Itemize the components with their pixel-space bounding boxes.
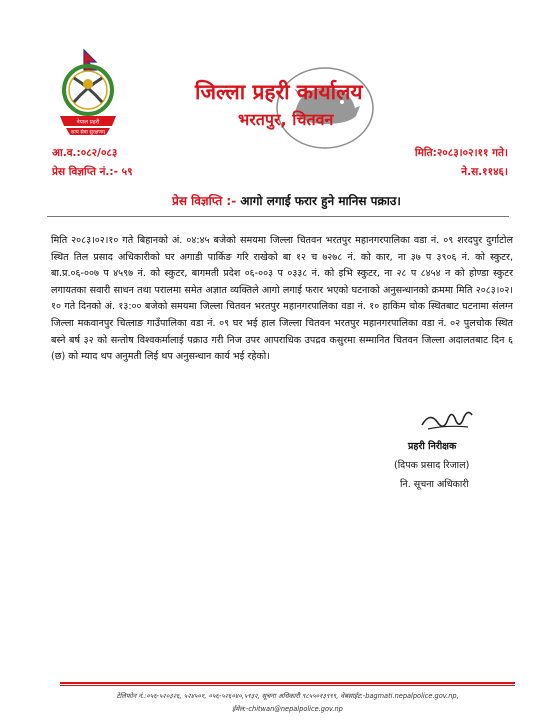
- press-release-body: मिति २०८३।०२।१० गते बिहानको अं. ०४:४५ बजेको समयमा जिल्ला चितवन भरतपुर महानगरपालिका वडा नं. ०९ शरदपुर दुर्गाटोल स्थित तिल प्रसाद अधिकारीको घर अगाडी पार्किङ गरि राखेको बा १२ च ७२७८ नं. को कार, ना ३७ प ३९०६ नं. को स्कुटर, बा.प्र.०६-००७ प ४५९७ नं. को स्कुटर, बागमती प्रदेश ०६-००३ प ०३३८ नं. को इभि स्कुटर, ना २८ प ८४५४ न को होण्डा स्कुटर लगायतका सवारी साधन तथा परालमा समेत अज्ञात व्यक्तिले आगो लगाई फरार भएको घटनाको अनुसन्धानको क्रममा मिति २०८३।०२।१० गते दिनको अं. १३:०० बजेको समयमा जिल्ला चितवन भरतपुर महानगरपालिका वडा नं. १० हाकिम चोक स्थितबाट घटनामा संलग्न जिल्ला मकवानपुर चित्लाङ गाउँपालिका वडा नं. ०९ घर भई हाल जिल्ला चितवन भरतपुर महानगरपालिका वडा नं. ०२ पुलचोक स्थित बस्ने बर्ष ३२ को सन्तोष विश्वकर्मालाई पक्राउ गरी निज उपर आपराधिक उपद्रव कसुरमा सम्मानित चितवन जिल्ला अदालतबाट दिन ६ (छ) को म्याद थप अनुमती लिई थप अनुसन्धान कार्य भई रहेको।: [51, 235, 513, 363]
- subject-line: [172, 192, 401, 209]
- nepal-police-logo: [52, 48, 124, 136]
- fiscal-year: आ.व.:०८२/०८३: [52, 147, 118, 159]
- subject-text: आगो लगाई फरार हुने मानिस पक्राउ।: [240, 194, 401, 208]
- footer-divider: [60, 682, 515, 684]
- dispatch-number: ने.स.११४६।: [461, 166, 508, 178]
- handwritten-signature-icon: [418, 405, 476, 433]
- signature: [418, 405, 476, 433]
- office-title: जिल्ला प्रहरी कार्यालय: [195, 80, 363, 104]
- signatory-role: नि. सूचना अधिकारी: [400, 479, 469, 490]
- footer-contact: टेलिफोन नं.:०५६-५२०३२६, ५२४५०१, ०५६-५२६०४०,५९३२, सूचना अधिकारी ९८५५०१३९९९, वेबसाईट:-bagmati.nepalpolice.gov.np,: [116, 692, 459, 700]
- office-location: भरतपुर, चितवन: [238, 110, 334, 129]
- subject-label: प्रेस विज्ञप्ति :-: [172, 194, 237, 208]
- signatory-name: (दिपक प्रसाद रिजाल): [394, 460, 470, 471]
- issue-date: मिति:२०८३।०२।११ गते।: [414, 147, 508, 159]
- logo-motto: सत्य सेवा सुरक्षणम्: [71, 129, 105, 136]
- police-emblem-icon: [52, 48, 124, 136]
- footer-divider-thin: [60, 685, 515, 686]
- signatory-block: [392, 437, 512, 494]
- press-release-number: प्रेस विज्ञप्ति नं.:- ५९: [52, 166, 133, 178]
- logo-text: नेपाल प्रहरी: [76, 119, 100, 126]
- signatory-title: प्रहरी निरीक्षक: [408, 441, 457, 452]
- divider: [47, 216, 509, 217]
- footer-email: ईमेल:-chitwan@nepalpolice.gov.np: [232, 705, 343, 713]
